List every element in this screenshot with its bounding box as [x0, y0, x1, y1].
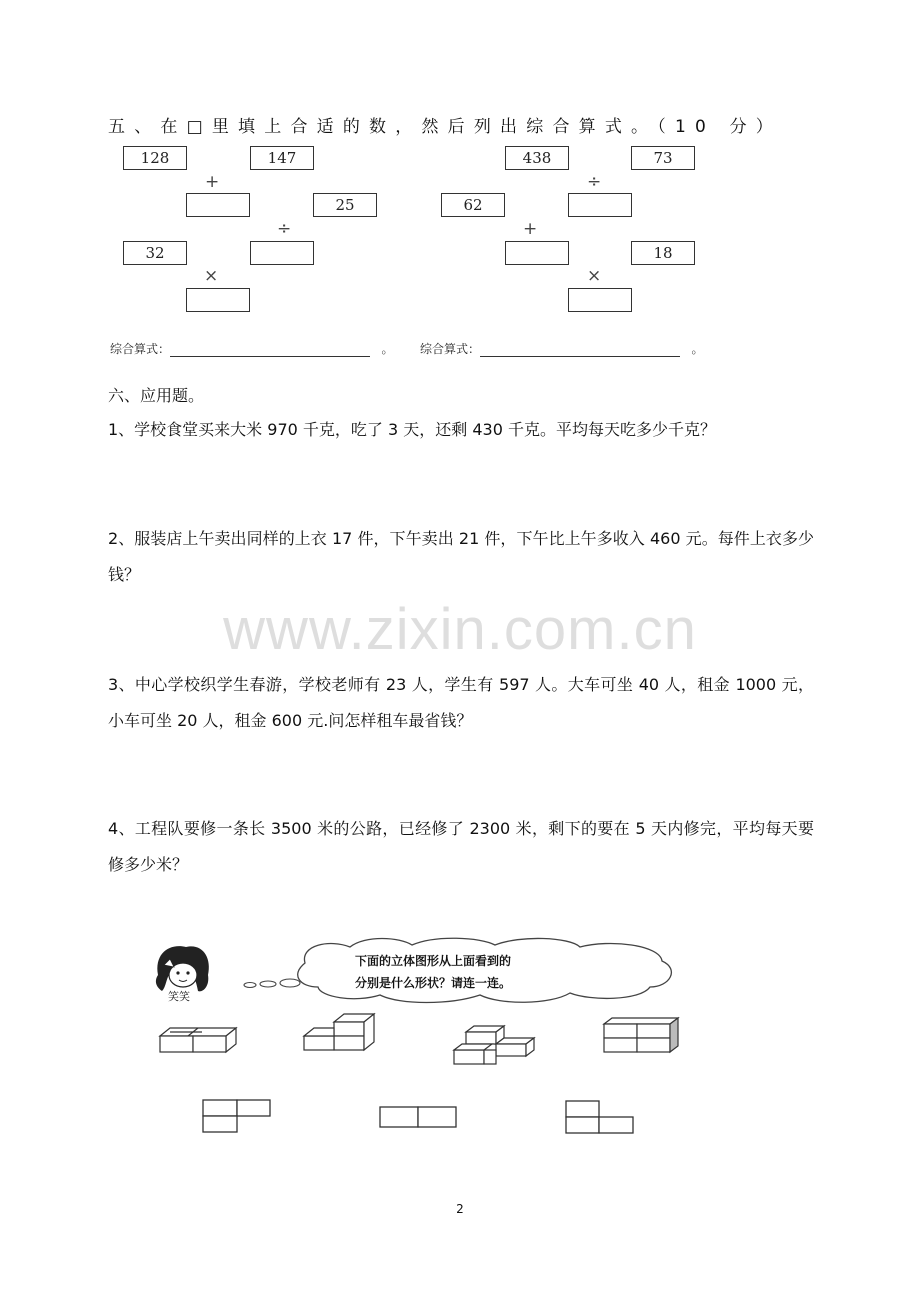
- page-number: 2: [456, 1202, 464, 1216]
- answer-box[interactable]: [568, 193, 632, 217]
- number-box: 438: [505, 146, 569, 170]
- section-6-heading: 六、应用题。: [108, 386, 205, 405]
- formula-line-right: [420, 340, 703, 357]
- figure-header-graphic: [150, 935, 680, 1010]
- character-name: 笑笑: [168, 990, 190, 1003]
- formula-line-left: [110, 340, 393, 357]
- formula-blank[interactable]: [480, 344, 680, 357]
- bubble-text-line-2: 分别是什么形状？请连一连。: [355, 976, 512, 990]
- question-1: 1、学校食堂买来大米 970 千克，吃了 3 天，还剩 430 千克。平均每天吃多少千克？: [108, 420, 716, 439]
- top-view-shape-3: [566, 1101, 633, 1133]
- number-box: 62: [441, 193, 505, 217]
- solid-shape-4: [604, 1018, 678, 1052]
- number-box: 147: [250, 146, 314, 170]
- answer-box[interactable]: [250, 241, 314, 265]
- formula-blank[interactable]: [170, 344, 370, 357]
- formula-end: 。: [691, 342, 704, 356]
- solid-shape-1: [160, 1028, 236, 1052]
- solids-row: [150, 1010, 690, 1072]
- number-box: 32: [123, 241, 187, 265]
- plus-operator: +: [523, 219, 538, 239]
- top-view-shape-1: [203, 1100, 270, 1132]
- girl-icon: [156, 946, 209, 991]
- number-box: 18: [631, 241, 695, 265]
- bubble-text-line-1: 下面的立体图形从上面看到的: [355, 954, 512, 968]
- solid-shape-2: [304, 1014, 374, 1050]
- answer-box[interactable]: [186, 193, 250, 217]
- times-operator: ×: [587, 266, 602, 286]
- answer-box[interactable]: [505, 241, 569, 265]
- watermark: www.zixin.com.cn: [223, 597, 697, 662]
- solid-shape-3: [454, 1026, 534, 1064]
- divide-operator: ÷: [277, 219, 292, 239]
- number-box: 73: [631, 146, 695, 170]
- plus-operator: +: [205, 172, 220, 192]
- top-view-shape-2: [380, 1107, 456, 1127]
- top-views-row: [200, 1096, 640, 1136]
- question-2: 2、服装店上午卖出同样的上衣 17 件，下午卖出 21 件，下午比上午多收入 460 元。每件上衣多少钱？: [108, 529, 814, 584]
- formula-end: 。: [381, 342, 394, 356]
- number-box: 25: [313, 193, 377, 217]
- question-4: 4、工程队要修一条长 3500 米的公路，已经修了 2300 米，剩下的要在 5 天内修完，平均每天要修多少米？: [108, 819, 814, 874]
- answer-box[interactable]: [186, 288, 250, 312]
- formula-label: 综合算式：: [110, 342, 171, 356]
- section-5-heading: 五、在□里填上合适的数，然后列出综合算式。（10 分）: [108, 117, 782, 137]
- question-3: 3、中心学校织学生春游，学校老师有 23 人，学生有 597 人。大车可坐 40 人，租金 1000 元，小车可坐 20 人，租金 600 元.问怎样租车最省钱？: [108, 675, 814, 730]
- number-box: 128: [123, 146, 187, 170]
- times-operator: ×: [204, 266, 219, 286]
- divide-operator: ÷: [587, 172, 602, 192]
- formula-label: 综合算式：: [420, 342, 481, 356]
- answer-box[interactable]: [568, 288, 632, 312]
